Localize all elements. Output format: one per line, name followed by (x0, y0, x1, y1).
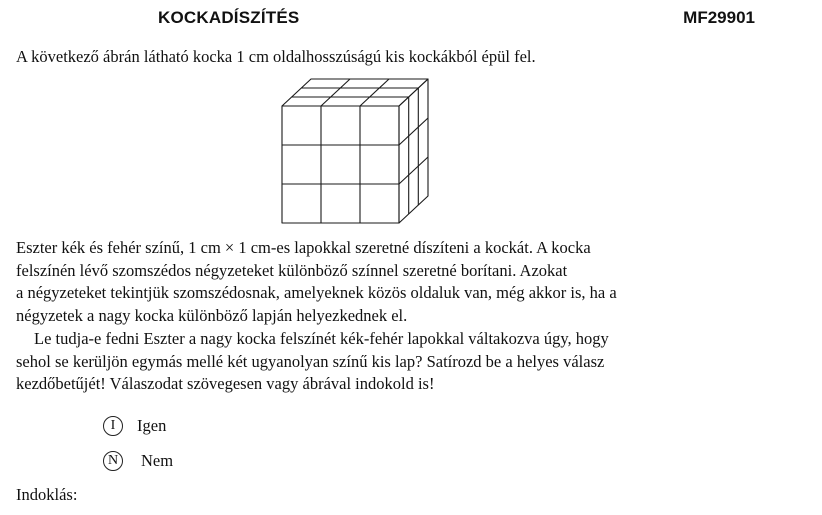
paragraph-line: négyzetek a nagy kocka különböző lapján helyezkednek el. (16, 305, 408, 325)
option-label: Nem (141, 451, 174, 470)
paragraph-line: sehol se kerüljön egymás mellé két ugyanolyan színű kis lap? Satírozd be a helyes válasz (16, 351, 605, 371)
cube-front-face (282, 106, 399, 223)
task-title: KOCKADÍSZÍTÉS (158, 8, 300, 27)
paragraph-line: Eszter kék és fehér színű, 1 cm × 1 cm-es lapokkal szeretné díszíteni a kockát. A kocka (16, 238, 591, 257)
cube-top-face (282, 79, 428, 106)
cube-right-face (399, 79, 428, 223)
task-code: MF29901 (683, 8, 755, 27)
problem-paragraph-2 (16, 328, 609, 396)
option-letter-circle[interactable]: N (103, 451, 123, 471)
option-letter-circle[interactable]: I (103, 416, 123, 436)
paragraph-line: a négyzeteket tekintjük szomszédosnak, amelyeknek közös oldaluk van, még akkor is, ha a (16, 283, 617, 303)
paragraph-line: kezdőbetűjét! Válaszodat szövegesen vagy ábrával indokold is! (16, 374, 435, 394)
paragraph-line: Le tudja-e fedni Eszter a nagy kocka felszínét kék-fehér lapokkal váltakozva úgy, hogy (34, 329, 609, 348)
answer-option-igen[interactable] (103, 416, 166, 436)
option-label: Igen (137, 416, 167, 435)
intro-text: A következő ábrán látható kocka 1 cm oldalhosszúságú kis kockákból épül fel. (16, 47, 536, 66)
paragraph-line: felszínén lévő szomszédos négyzeteket különböző színnel szeretné borítani. Azokat (16, 260, 568, 280)
justification-label: Indoklás: (16, 485, 78, 504)
cube-figure (276, 77, 436, 229)
answer-option-nem[interactable] (103, 451, 173, 471)
problem-paragraph-1 (16, 237, 617, 327)
